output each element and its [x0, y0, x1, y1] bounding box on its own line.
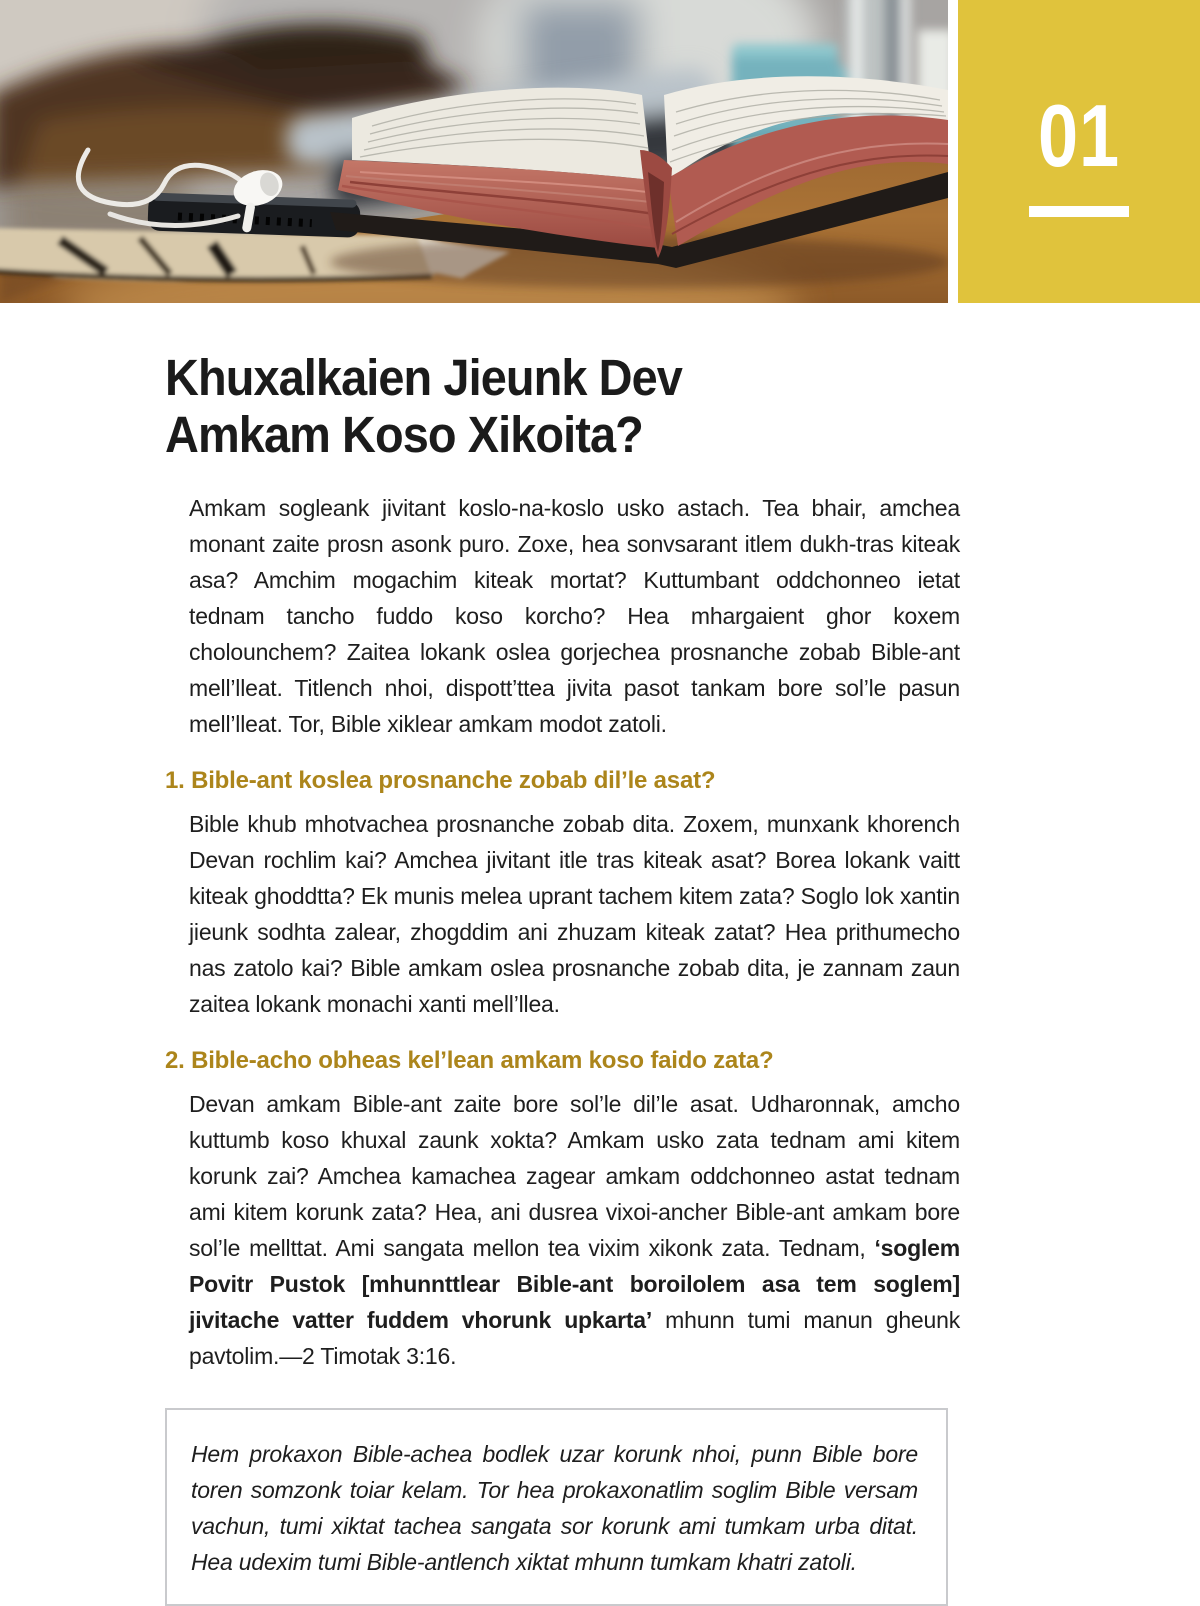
bible-study-photo	[0, 0, 948, 303]
note-box	[165, 1408, 948, 1606]
note-text: Hem prokaxon Bible-achea bodlek uzar korunk nhoi, punn Bible bore toren somzonk toiar kelam. Tor hea prokaxonatlim soglim Bible versam vachun, tumi xiktat tachea sangata sor korunk ami tumkam urba ditat. Hea udexim tumi Bible-antlench xiktat mhunn tumkam khatri zatoli.	[191, 1441, 918, 1575]
chapter-badge	[958, 0, 1200, 303]
hero-photo	[0, 0, 948, 303]
question-1-body: Bible khub mhotvachea prosnanche zobab dita. Zoxem, munxank khorench Devan rochlim kai? Amchea jivitant itle tras kiteak asat? Borea lokank vaitt kiteak ghoddtta? Ek munis melea uprant tachem kitem zata? Soglo lok xantin jieunk sodhta zalear, zhogddim ani zhuzam kiteak zatat? Hea prithumecho nas zatolo kai? Bible amkam oslea prosnanche zobab dita, je zannam zaun zaitea lokank monachi xanti mell’llea.	[189, 811, 960, 1017]
intro-paragraph: Amkam sogleank jivitant koslo-na-koslo usko astach. Tea bhair, amchea monant zaite prosn asonk puro. Zoxe, hea sonvsarant itlem dukh-tras kiteak asa? Amchim mogachim kiteak mortat? Kuttumbant oddchonneo ietat tednam tancho fuddo koso korcho? Hea mhargaient ghor koxem cholounchem? Zaitea lokank oslea gorjechea prosnanche zobab Bible-ant mell’lleat. Titlench nhoi, dispott’ttea jivita pasot tankam bore sol’le pasun mell’lleat. Tor, Bible xiklear amkam modot zatoli.	[189, 495, 960, 737]
lesson-title	[165, 349, 896, 463]
question-2-heading: 2. Bible-acho obheas kel’lean amkam koso faido zata?	[165, 1047, 774, 1074]
lesson-content	[165, 349, 960, 1606]
question-2-body: Devan amkam Bible-ant zaite bore sol’le dil’le asat. Udharonnak, amcho kuttumb koso khuxal zaunk xokta? Amkam usko zata tednam ami kitem korunk zai? Amchea kamachea zagear amkam oddchonneo astat tednam ami kitem korunk zata? Hea, ani dusrea vixoi-ancher Bible-ant amkam bore sol’le mellttat. Ami sangata mellon tea vixim xikonk zata. Tednam, ‘soglem Povitr Pustok [mhunnttlear Bible-ant boroilolem asa tem soglem] jivitache vatter fuddem vhorunk upkarta’ mhunn tumi manun gheunk pavtolim.—2 Timotak 3:16.	[189, 1091, 960, 1369]
title-line-1: Khuxalkaien Jieunk Dev	[165, 349, 682, 406]
title-line-2: Amkam Koso Xikoita?	[165, 406, 643, 463]
chapter-underline	[1029, 206, 1129, 217]
question-1-heading: 1. Bible-ant koslea prosnanche zobab dil’le asat?	[165, 767, 716, 794]
hero-section	[0, 0, 1200, 303]
chapter-number: 01	[1038, 86, 1120, 185]
